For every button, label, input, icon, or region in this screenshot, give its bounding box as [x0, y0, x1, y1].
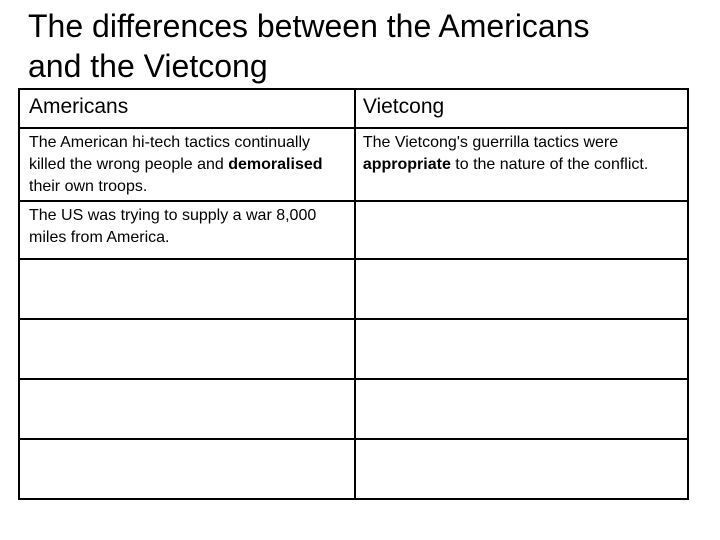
table-row [19, 259, 688, 319]
table-header-row [19, 89, 688, 128]
header-vietcong: Vietcong [355, 89, 688, 128]
page-title [28, 6, 708, 86]
cell-americans [19, 379, 355, 439]
cell-americans [19, 201, 355, 259]
cell-vietcong [355, 379, 688, 439]
cell-text: to the nature of the conflict. [450, 156, 649, 173]
emphasis-text: appropriate [362, 156, 451, 173]
cell-vietcong [355, 259, 688, 319]
cell-vietcong [355, 128, 688, 201]
cell-americans [19, 319, 355, 379]
table-row [19, 319, 688, 379]
title-line-2: and the Vietcong [28, 48, 268, 84]
table-row [19, 439, 688, 499]
cell-americans [19, 128, 355, 201]
cell-text: The American hi-tech tactics continually killed the wrong people and [29, 134, 311, 173]
cell-vietcong [355, 201, 688, 259]
cell-americans [19, 259, 355, 319]
cell-vietcong [355, 319, 688, 379]
title-line-1: The differences between the Americans [28, 8, 590, 44]
comparison-table [18, 88, 689, 500]
cell-americans [19, 439, 355, 499]
table-row [19, 201, 688, 259]
cell-text: their own troops. [29, 178, 148, 195]
table-row [19, 128, 688, 201]
header-americans: Americans [19, 89, 355, 128]
cell-text: The Vietcong's guerrilla tactics were [362, 134, 619, 151]
emphasis-text: demoralised [228, 156, 323, 173]
cell-vietcong [355, 439, 688, 499]
table-row [19, 379, 688, 439]
cell-text: The US was trying to supply a war 8,000 miles from America. [29, 207, 317, 246]
